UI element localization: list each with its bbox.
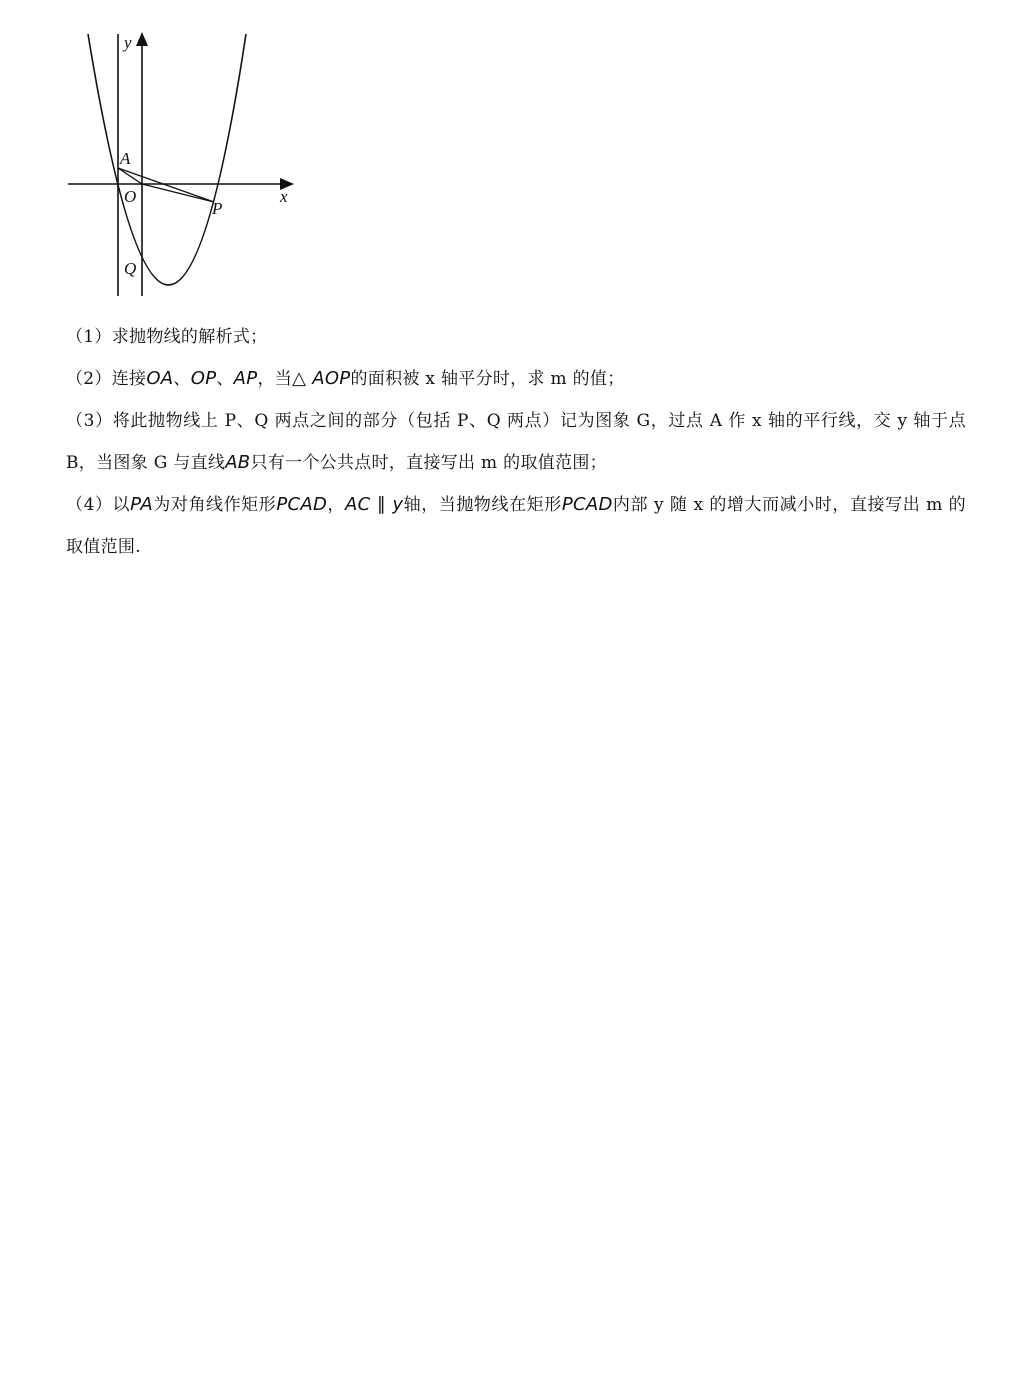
math-pa: PA — [130, 494, 154, 515]
question-2-text-1: （2）连接 — [66, 369, 147, 389]
figure-svg — [60, 28, 310, 300]
question-4-text-1: （4）以 — [66, 495, 131, 515]
math-op: OP — [190, 368, 217, 389]
label-q: Q — [124, 259, 137, 278]
question-2 — [66, 358, 966, 400]
math-triangle-aop: △ AOP — [292, 368, 351, 389]
question-4-text-5: 内部 y 随 x 的增大而减小时，直接写出 m 的取值范围. — [66, 495, 966, 557]
question-1-text: （1）求抛物线的解析式； — [66, 327, 268, 347]
question-2-text-4: ，当 — [257, 369, 293, 389]
math-ac-parallel-y: AC ∥ y — [345, 494, 404, 515]
question-3 — [66, 400, 966, 484]
math-pcad-2: PCAD — [561, 494, 613, 515]
math-pcad: PCAD — [276, 494, 328, 515]
label-o: O — [124, 187, 137, 206]
label-y: y — [124, 33, 132, 52]
math-oa: OA — [146, 368, 174, 389]
question-4-text-3: ， — [327, 495, 345, 515]
question-list — [66, 316, 966, 568]
label-a: A — [120, 149, 131, 168]
question-2-text-5: 的面积被 x 轴平分时，求 m 的值； — [350, 369, 625, 389]
question-3-text-1: （3）将此抛物线上 P、Q 两点之间的部分（包括 P、Q 两点）记为图象 G，过点 A 作 x 轴的平行线，交 y 轴于点 B，当图象 G 与直线 — [66, 411, 966, 473]
question-4 — [66, 484, 966, 568]
question-2-text-2: 、 — [173, 369, 191, 389]
math-ab: AB — [225, 452, 251, 473]
parabola-figure — [60, 28, 310, 300]
math-ap: AP — [233, 368, 258, 389]
question-4-text-4: 轴，当抛物线在矩形 — [403, 495, 562, 515]
label-p: P — [212, 199, 223, 218]
parabola-curve — [88, 34, 246, 285]
label-x: x — [280, 187, 288, 206]
segment-op — [142, 184, 214, 202]
segment-oa — [118, 168, 142, 184]
question-1 — [66, 316, 966, 358]
question-2-text-3: 、 — [216, 369, 234, 389]
y-axis-arrow — [136, 32, 148, 46]
question-4-text-2: 为对角线作矩形 — [153, 495, 277, 515]
question-3-text-2: 只有一个公共点时，直接写出 m 的取值范围； — [250, 453, 607, 473]
